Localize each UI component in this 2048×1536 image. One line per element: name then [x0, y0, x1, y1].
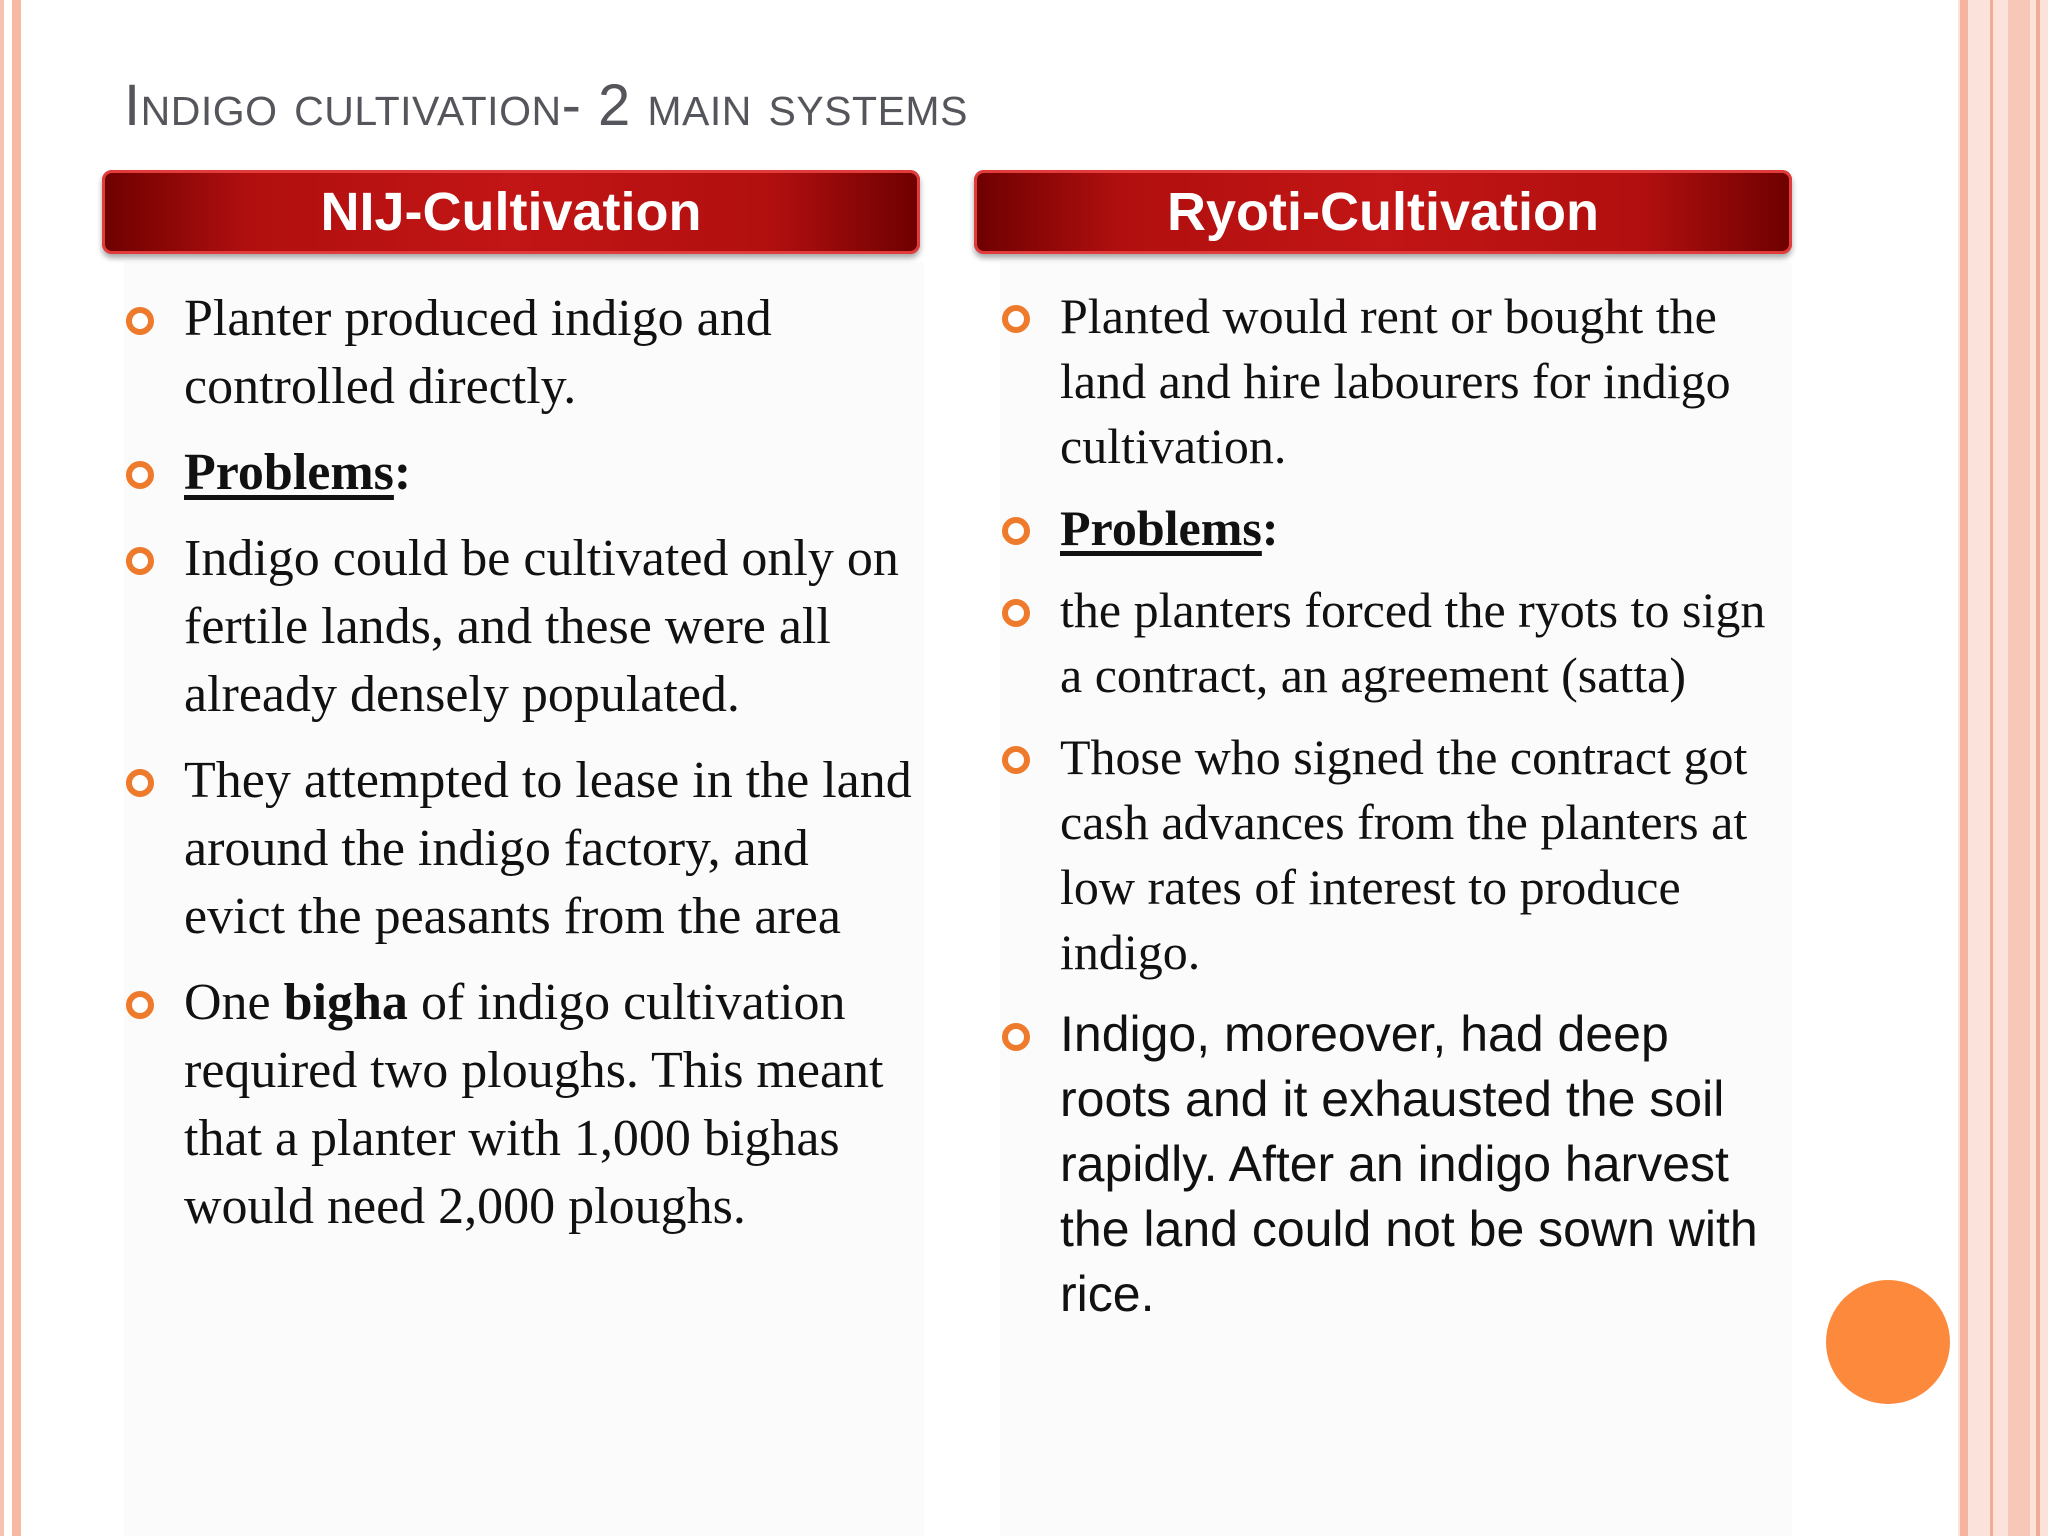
list-item-text-pre: One — [184, 974, 284, 1031]
orange-ring-bullet-icon — [1002, 746, 1030, 774]
list-item — [124, 285, 914, 421]
orange-ring-bullet-icon — [126, 547, 154, 575]
list-item-text: Those who signed the contract got cash advances from the planters at low rates of interest to produce indigo. — [1060, 729, 1748, 980]
list-item-text: Planter produced indigo and controlled directly. — [184, 290, 772, 415]
problems-heading: Problems — [1060, 500, 1262, 556]
list-item — [1000, 578, 1790, 708]
slide-title: Indigo cultivation- 2 main systems — [124, 73, 968, 138]
orange-ring-bullet-icon — [1002, 305, 1030, 333]
list-item-text: Indigo could be cultivated only on fertile lands, and these were all already densely populated. — [184, 530, 899, 723]
right-border-stripe — [2008, 0, 2030, 1536]
left-border-stripe — [12, 0, 21, 1536]
ryoti-cultivation-header: Ryoti-Cultivation — [974, 170, 1792, 254]
problems-heading: Problems — [184, 444, 394, 501]
right-border-band — [1958, 0, 2048, 1536]
list-item-text-post: of indigo cultivation required two ploughs. This meant that a planter with 1,000 bighas would need 2,000 ploughs. — [184, 974, 884, 1235]
nij-cultivation-header: NIJ-Cultivation — [102, 170, 920, 254]
orange-ring-bullet-icon — [126, 991, 154, 1019]
list-item-text: Planted would rent or bought the land and hire labourers for indigo cultivation. — [1060, 288, 1731, 474]
bigha-bold-term: bigha — [283, 974, 408, 1031]
ryoti-cultivation-list — [1000, 284, 1790, 1344]
right-border-stripe — [1960, 0, 1968, 1536]
list-item — [124, 525, 914, 729]
list-item-text: Indigo, moreover, had deep roots and it exhausted the soil rapidly. After an indigo harvest the land could not be sown with rice. — [1060, 1006, 1758, 1322]
list-item — [1000, 1002, 1790, 1327]
problems-colon: : — [1261, 500, 1279, 556]
list-item — [124, 747, 914, 951]
orange-ring-bullet-icon — [1002, 1023, 1030, 1051]
orange-ring-bullet-icon — [1002, 599, 1030, 627]
nij-cultivation-list — [124, 285, 914, 1259]
orange-ring-bullet-icon — [1002, 517, 1030, 545]
orange-ring-bullet-icon — [126, 769, 154, 797]
list-item-text: They attempted to lease in the land around the indigo factory, and evict the peasants from the area — [184, 752, 912, 945]
orange-ring-bullet-icon — [126, 307, 154, 335]
list-item — [124, 439, 914, 507]
problems-colon: : — [393, 444, 412, 501]
list-item — [1000, 725, 1790, 985]
left-border-rule — [0, 0, 4, 1536]
right-border-stripe — [1990, 0, 1993, 1536]
list-item — [1000, 284, 1790, 479]
list-item — [1000, 496, 1790, 561]
list-item-text: the planters forced the ryots to sign a contract, an agreement (satta) — [1060, 582, 1766, 703]
orange-ring-bullet-icon — [126, 461, 154, 489]
orange-circle-decoration — [1826, 1280, 1950, 1404]
right-border-stripe — [2036, 0, 2040, 1536]
list-item — [124, 969, 914, 1241]
